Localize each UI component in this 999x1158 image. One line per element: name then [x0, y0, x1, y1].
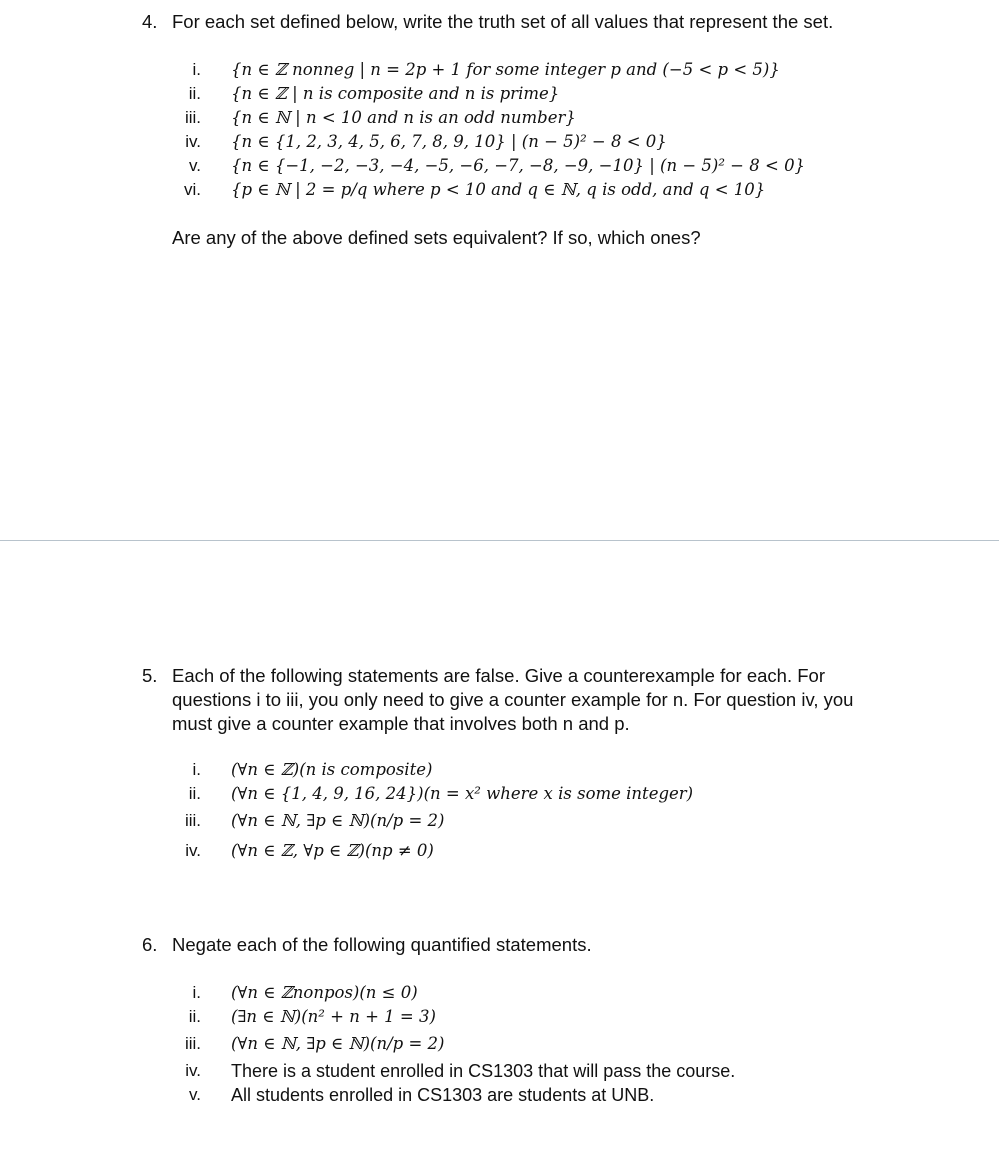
question-6 — [142, 933, 882, 1107]
statement: (∀n ∈ ℕ, ∃p ∈ ℕ)(n/p = 2) — [231, 811, 445, 830]
question-4-header — [142, 10, 882, 34]
list-item — [172, 82, 882, 106]
item-label: iii. — [184, 811, 201, 830]
list-item — [172, 1059, 882, 1083]
question-5-header — [142, 664, 882, 736]
question-4 — [142, 10, 882, 250]
list-item — [172, 782, 882, 806]
set-definition: {n ∈ {−1, −2, −3, −4, −5, −6, −7, −8, −9, −10} | (n − 5)² − 8 < 0} — [231, 156, 806, 175]
item-label: iv. — [185, 841, 201, 860]
list-item — [172, 106, 882, 130]
item-label: vi. — [184, 180, 201, 199]
item-label: i. — [192, 60, 201, 79]
list-item — [172, 130, 882, 154]
statement: All students enrolled in CS1303 are students at UNB. — [231, 1085, 655, 1105]
item-label: iii. — [184, 108, 201, 127]
statement: (∀n ∈ {1, 4, 9, 16, 24})(n = x² where x is some integer) — [231, 784, 694, 803]
question-prompt: For each set defined below, write the truth set of all values that represent the set. — [172, 11, 834, 32]
set-definition: {n ∈ ℤ | n is composite and n is prime} — [231, 84, 560, 103]
item-label: ii. — [188, 84, 201, 103]
set-list — [172, 58, 882, 202]
question-prompt: Each of the following statements are false. Give a counterexample for each. For questions i to iii, you only need to give a counter example for n. For question iv, you must give a counter example that involves both n and p. — [172, 665, 854, 734]
question-number: 4. — [142, 11, 158, 32]
statement: (∀n ∈ ℕ, ∃p ∈ ℕ)(n/p = 2) — [231, 1034, 445, 1053]
list-item — [172, 758, 882, 782]
statement-list — [172, 758, 882, 866]
list-item — [172, 154, 882, 178]
item-label: iv. — [185, 132, 201, 151]
set-definition: {n ∈ ℤ nonneg | n = 2p + 1 for some integer p and (−5 < p < 5)} — [231, 60, 780, 79]
item-label: i. — [192, 760, 201, 779]
question-5 — [142, 664, 882, 866]
statement: (∀n ∈ ℤnonpos)(n ≤ 0) — [231, 983, 418, 1002]
list-item — [172, 58, 882, 82]
item-label: iii. — [184, 1034, 201, 1053]
statement: (∃n ∈ ℕ)(n² + n + 1 = 3) — [231, 1007, 436, 1026]
item-label: i. — [192, 983, 201, 1002]
list-item — [172, 1083, 882, 1107]
set-definition: {n ∈ {1, 2, 3, 4, 5, 6, 7, 8, 9, 10} | (n − 5)² − 8 < 0} — [231, 132, 667, 151]
list-item — [172, 806, 882, 836]
followup-question: Are any of the above defined sets equivalent? If so, which ones? — [172, 227, 701, 248]
statement: (∀n ∈ ℤ)(n is composite) — [231, 760, 433, 779]
set-definition: {p ∈ ℕ | 2 = p/q where p < 10 and q ∈ ℕ, q is odd, and q < 10} — [231, 180, 766, 199]
item-label: ii. — [188, 784, 201, 803]
item-label: v. — [189, 1085, 201, 1104]
item-label: ii. — [188, 1007, 201, 1026]
set-definition: {n ∈ ℕ | n < 10 and n is an odd number} — [231, 108, 576, 127]
question-number: 5. — [142, 665, 158, 686]
question-number: 6. — [142, 934, 158, 955]
list-item — [172, 981, 882, 1005]
item-label: iv. — [185, 1061, 201, 1080]
statement: (∀n ∈ ℤ, ∀p ∈ ℤ)(np ≠ 0) — [231, 841, 434, 860]
question-6-header — [142, 933, 882, 957]
list-item — [172, 836, 882, 866]
list-item — [172, 1005, 882, 1029]
item-label: v. — [189, 156, 201, 175]
question-prompt: Negate each of the following quantified statements. — [172, 934, 592, 955]
list-item — [172, 178, 882, 202]
statement: There is a student enrolled in CS1303 that will pass the course. — [231, 1061, 736, 1081]
section-divider — [0, 540, 999, 541]
statement-list — [172, 981, 882, 1107]
list-item — [172, 1029, 882, 1059]
